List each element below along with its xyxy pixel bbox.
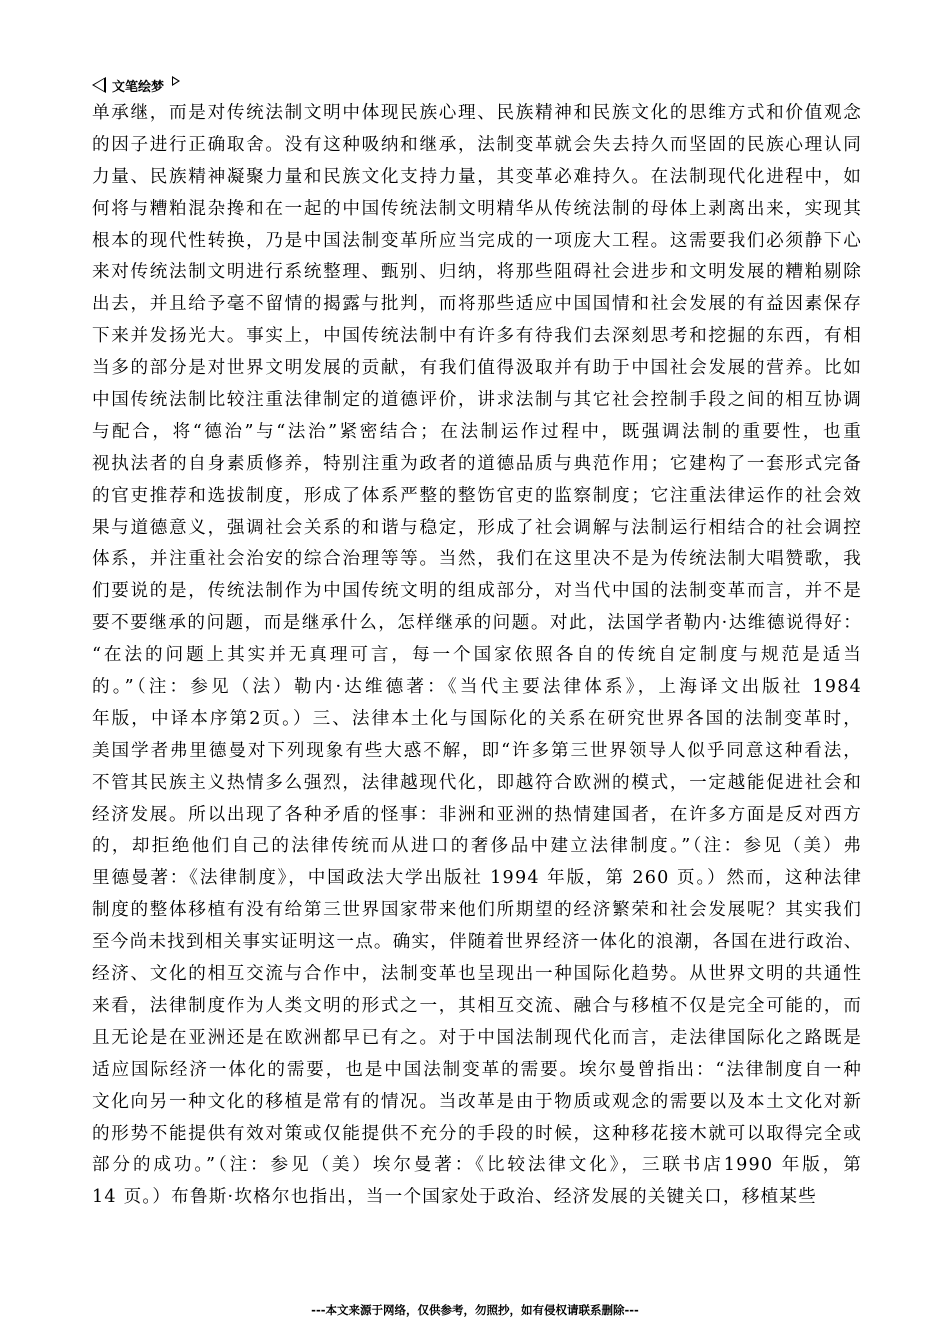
- right-triangle-icon: [172, 76, 180, 86]
- text-line: 来看，法律制度作为人类文明的形式之一，其相互交流、融合与移植不仅是完全可能的，而: [92, 995, 862, 1016]
- page-header: [92, 74, 180, 96]
- text-line: 经济发展。所以出现了各种矛盾的怪事：非洲和亚洲的热情建国者，在许多方面是反对西方: [92, 804, 862, 825]
- text-line: 美国学者弗里德曼对下列现象有些大惑不解，即“许多第三世界领导人似乎同意这种看法，: [92, 740, 862, 761]
- text-line: 中国传统法制比较注重法律制定的道德评价，讲求法制与其它社会控制手段之间的相互协调: [92, 390, 862, 411]
- text-line: 且无论是在亚洲还是在欧洲都早已有之。对于中国法制现代化而言，走法律国际化之路既是: [92, 1027, 862, 1048]
- text-line: 里德曼著：《法律制度》，中国政法大学出版社 1994 年版，第 260 页。）然而，这种法律: [92, 868, 862, 889]
- footer-disclaimer: ---本文来源于网络，仅供参考，勿照抄，如有侵权请联系删除---: [311, 1303, 639, 1317]
- text-line: 经济、文化的相互交流与合作中，法制变革也呈现出一种国际化趋势。从世界文明的共通性: [92, 964, 862, 985]
- text-line: 果与道德意义，强调社会关系的和谐与稳定，形成了社会调解与法制运行相结合的社会调控: [92, 517, 862, 538]
- text-line: 的因子进行正确取舍。没有这种吸纳和继承，法制变革就会失去持久而坚固的民族心理认同: [92, 134, 862, 155]
- text-line: “在法的问题上其实并无真理可言，每一个国家依照各自的传统自定制度与规范是适当: [92, 645, 862, 666]
- header-title: 文笔绘梦: [112, 79, 165, 95]
- text-line: 年版，中译本序第2页。）三、法律本土化与国际化的关系在研究世界各国的法制变革时，: [92, 708, 862, 729]
- text-line: 根本的现代性转换，乃是中国法制变革所应当完成的一项庞大工程。这需要我们必须静下心: [92, 230, 862, 251]
- text-line: 出去，并且给予毫不留情的揭露与批判，而将那些适应中国国情和社会发展的有益因素保存: [92, 294, 862, 315]
- text-line: 的官吏推荐和选拔制度，形成了体系严整的整饬官吏的监察制度；它注重法律运作的社会效: [92, 485, 862, 506]
- text-line: 制度的整体移植有没有给第三世界国家带来他们所期望的经济繁荣和社会发展呢？其实我们: [92, 900, 862, 921]
- text-line: 适应国际经济一体化的需要，也是中国法制变革的需要。埃尔曼曾指出：“法律制度自一种: [92, 1059, 862, 1080]
- text-line: 力量、民族精神凝聚力量和民族文化支持力量，其变革必难持久。在法制现代化进程中，如: [92, 166, 862, 187]
- text-line: 与配合，将“德治”与“法治”紧密结合；在法制运作过程中，既强调法制的重要性，也重: [92, 421, 862, 442]
- text-line: 至今尚未找到相关事实证明这一点。确实，伴随着世界经济一体化的浪潮，各国在进行政治、: [92, 932, 863, 953]
- text-line: 的形势不能提供有效对策或仅能提供不充分的手段的时候，这种移花接木就可以取得完全或: [92, 1123, 862, 1144]
- body-text: [92, 98, 862, 1214]
- text-line: 体系，并注重社会治安的综合治理等等。当然，我们在这里决不是为传统法制大唱赞歌，我: [92, 549, 862, 570]
- text-line: 14 页。）布鲁斯·坎格尔也指出，当一个国家处于政治、经济发展的关键关口，移植某些: [92, 1187, 817, 1208]
- text-line: 当多的部分是对世界文明发展的贡献，有我们值得汲取并有助于中国社会发展的营养。比如: [92, 358, 862, 379]
- text-line: 单承继，而是对传统法制文明中体现民族心理、民族精神和民族文化的思维方式和价值观念: [92, 103, 862, 123]
- text-line: 的，却拒绝他们自己的法律传统而从进口的奢侈品中建立法律制度。”（注：参见（美）弗: [92, 836, 862, 857]
- text-line: 要不要继承的问题，而是继承什么，怎样继承的问题。对此，法国学者勒内·达维德说得好：: [92, 613, 862, 634]
- text-line: 何将与糟粕混杂搀和在一起的中国传统法制文明精华从传统法制的母体上剥离出来，实现其: [92, 198, 862, 219]
- text-line: 的。”（注：参见（法）勒内·达维德著：《当代主要法律体系》，上海译文出版社 1984: [92, 677, 862, 698]
- text-line: 来对传统法制文明进行系统整理、甄别、归纳，将那些阻碍社会进步和文明发展的糟粕剔除: [92, 262, 862, 283]
- left-triangle-icon: [92, 77, 106, 93]
- text-line: 部分的成功。”（注：参见（美）埃尔曼著：《比较法律文化》，三联书店1990 年版，第: [92, 1155, 862, 1176]
- text-line: 文化向另一种文化的移植是常有的情况。当改革是由于物质或观念的需要以及本土文化对新: [92, 1091, 862, 1112]
- text-line: 下来并发扬光大。事实上，中国传统法制中有许多有待我们去深刻思考和挖掘的东西，有相: [92, 326, 862, 347]
- text-line: 们要说的是，传统法制作为中国传统文明的组成部分，对当代中国的法制变革而言，并不是: [92, 581, 862, 602]
- text-line: 视执法者的自身素质修养，特别注重为政者的道德品质与典范作用；它建构了一套形式完备: [92, 453, 862, 474]
- text-line: 不管其民族主义热情多么强烈，法律越现代化，即越符合欧洲的模式，一定越能促进社会和: [92, 772, 862, 793]
